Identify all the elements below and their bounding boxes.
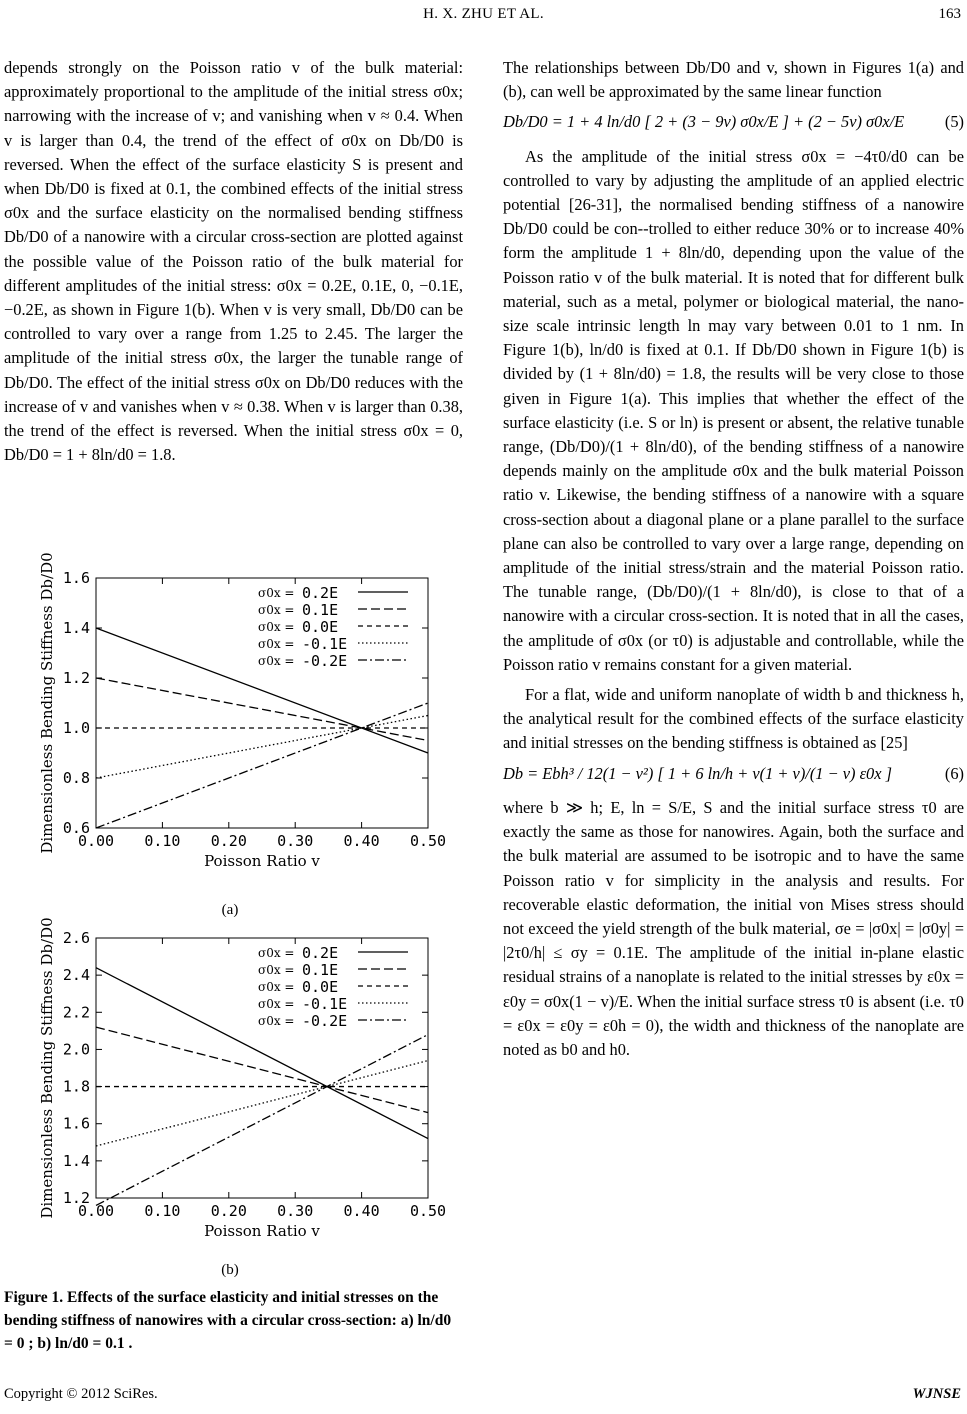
legend-label: -0.2E xyxy=(302,652,348,670)
legend-label: -0.1E xyxy=(302,635,348,653)
series-line xyxy=(96,703,428,828)
y-tick-label: 2.2 xyxy=(62,1003,90,1022)
left-paragraph-1: depends strongly on the Poisson ratio v of the bulk material: approximately proportional to the amplitude of the initial stress σ0x; narrowing with the increase of v; and vanishing when v ≈ 0.4. When v is larger than 0.4, the trend of the effect of σ0x on Db/D0 is reversed. When the effect of the surface elasticity S is present and when Db/D0 is fixed at 0.1, the combined effects of the initial stress σ0x and the surface elasticity on the normalised bending stiffness Db/D0 of a nanowire with a circular cross-section are plotted against the possible value of the Poisson ratio of the bulk material for different amplitudes of the initial stress: σ0x = 0.2E, 0.1E, 0, −0.1E, −0.2E, as shown in Figure 1(b). When v is very small, Db/D0 can be controlled to vary over a range from 1.25 to 2.45. The larger the amplitude of the initial stress σ0x, the larger the tunable range of Db/D0. The effect of the initial stress σ0x on Db/D0 reduces with the increase of v and vanishes when v ≈ 0.38. When v is larger than 0.38, the trend of the effect is reversed. When the initial stress σ0x = 0, Db/D0 = 1 + 8ln/d0 = 1.8. xyxy=(4,58,463,465)
legend-symbol: σ0x = xyxy=(258,1014,295,1028)
x-tick-label: 0.50 xyxy=(409,832,447,850)
y-tick-label: 0.8 xyxy=(62,769,90,787)
page-number: 163 xyxy=(938,6,961,22)
legend-label: 0.2E xyxy=(302,584,339,602)
x-tick-label: 0.10 xyxy=(144,832,181,850)
equation-6-number: (6) xyxy=(944,763,964,783)
y-tick-label: 2.6 xyxy=(62,929,90,947)
legend-symbol: σ0x = xyxy=(258,637,295,651)
x-tick-label: 0.40 xyxy=(343,832,380,850)
y-tick-label: 1.4 xyxy=(62,619,90,637)
legend-symbol: σ0x = xyxy=(258,963,295,977)
x-tick-label: 0.10 xyxy=(144,1202,181,1220)
legend-label: -0.1E xyxy=(302,995,348,1013)
series-line xyxy=(96,678,428,741)
series-line xyxy=(96,1061,428,1146)
right-paragraph-1: The relationships between Db/D0 and v, shown in Figures 1(a) and (b), can well be approximated by the same linear function xyxy=(503,58,964,102)
y-tick-label: 1.4 xyxy=(62,1151,90,1170)
equation-5-body: Db/D0 = 1 + 4 ln/d0 [ 2 + (3 − 9v) σ0x/E ] + (2 − 5v) σ0x/E xyxy=(503,112,905,132)
equation-6 xyxy=(503,762,964,786)
equation-6-body: Db = Ebh³ / 12(1 − v²) [ 1 + 6 ln/h + v(1 + v)/(1 − v) ε0x ] xyxy=(503,763,892,783)
y-tick-label: 2.4 xyxy=(62,966,90,985)
series-line xyxy=(96,1027,428,1112)
series-line xyxy=(96,1035,428,1206)
right-paragraph-2: As the amplitude of the initial stress σ0x = −4τ0/d0 can be controlled to vary by adjusting the amplitude of an applied electric potential [26-31], the normalised bending stiffness of a nanowire Db/D0 could be con--trolled to either reduce 30% or to increase 40% form the amplitude 1 + 8ln/d0, depending upon the value of the Poisson ratio v of the bulk material. It is noted that for different bulk material, such as a metal, polymer or biological material, the nano-size scale intrinsic length ln may vary between 0.01 to 1 nm. In Figure 1(b), ln/d0 is fixed at 0.1. If Db/D0 shown in Figure 1(b) is divided by (1 + 8ln/d0) = 1.8, the results will be very close to those given in Figure 1(a). This implies that whether the effect of the surface elasticity (i.e. S or ln) is present or absent, the relative tunable range, (Db/D0)/(1 + 8ln/d0), of the bending stiffness of a nanowire depends mainly on the amplitude σ0x and the bulk material Poisson ratio v. Likewise, the bending stiffness of a nanowire with a square cross-section about a diagonal plane or a plane parallel to the surface plane can also be controlled to vary over a large range, depending on amplitude of the initial stress/strain and the material Poisson ratio. The tunable range, (Db/D0)/(1 + 8ln/d0), is close to that of a nanowire with a circular cross-section. It is noted that in all the cases, the amplitude of σ0x (or τ0) is adjustable and controllable, while the Poisson ratio v remains constant for a given material. xyxy=(503,146,964,674)
y-tick-label: 1.8 xyxy=(62,1077,90,1096)
legend-label: 0.0E xyxy=(302,978,339,996)
y-tick-label: 1.2 xyxy=(62,669,90,687)
legend-symbol: σ0x = xyxy=(258,997,295,1011)
x-tick-label: 0.40 xyxy=(343,1202,380,1220)
y-tick-label: 1.2 xyxy=(62,1189,90,1207)
legend-symbol: σ0x = xyxy=(258,620,295,634)
left-column xyxy=(4,56,463,473)
legend-label: 0.2E xyxy=(302,944,339,962)
journal-abbrev: WJNSE xyxy=(912,1386,961,1402)
y-tick-label: 2.0 xyxy=(62,1040,90,1059)
x-axis-label: Poisson Ratio v xyxy=(204,1222,320,1240)
right-column xyxy=(503,56,964,1068)
x-tick-label: 0.20 xyxy=(210,1202,247,1220)
x-tick-label: 0.50 xyxy=(409,1202,447,1220)
legend-label: 0.1E xyxy=(302,961,339,979)
figure-1b-label: (b) xyxy=(221,1262,239,1278)
equation-5 xyxy=(503,110,964,134)
figure-1b-chart xyxy=(36,917,447,1258)
x-tick-label: 0.00 xyxy=(77,1202,115,1220)
x-tick-label: 0.30 xyxy=(277,832,314,850)
legend-label: -0.2E xyxy=(302,1012,348,1030)
y-tick-label: 1.0 xyxy=(62,719,90,737)
x-tick-label: 0.20 xyxy=(210,832,247,850)
legend-label: 0.0E xyxy=(302,618,339,636)
y-axis-label: Dimensionless Bending Stiffness Db/D0 xyxy=(38,917,56,1219)
copyright-notice: Copyright © 2012 SciRes. xyxy=(4,1386,158,1402)
right-paragraph-4: where b ≫ h; E, ln = S/E, S and the initial surface stress τ0 are exactly the same as those for nanowires. Again, both the surface and the bulk material are assumed to be isotropic and to have the same Poisson ratio v for simplicity in the analysis and results. For recoverable elastic deformation, the initial von Mises stress should not exceed the yield strength of the bulk material, σe = |σ0x| = |σ0y| = |2τ0/h| ≤ σy = 0.1E. The amplitude of the initial in-plane elastic residual strains of a nanoplate is related to the initial stresses by ε0x = ε0y = σ0x(1 − v)/E. When the initial surface stress τ0 is absent (i.e. τ0 = ε0x = ε0y = ε0h = 0), the width and thickness of the nanoplate are noted as b0 and h0. xyxy=(503,797,964,1059)
legend-symbol: σ0x = xyxy=(258,586,295,600)
legend-symbol: σ0x = xyxy=(258,946,295,960)
legend-label: 0.1E xyxy=(302,601,339,619)
y-axis-label: Dimensionless Bending Stiffness Db/D0 xyxy=(38,552,56,854)
running-head: H. X. ZHU ET AL. xyxy=(423,6,544,22)
right-paragraph-3: For a flat, wide and uniform nanoplate of width b and thickness h, the analytical result for the combined effects of the surface elasticity and initial stresses on the bending stiffness is obtained as [25] xyxy=(503,685,964,753)
y-tick-label: 1.6 xyxy=(62,1114,90,1133)
y-tick-label: 1.6 xyxy=(62,569,90,587)
legend-symbol: σ0x = xyxy=(258,603,295,617)
equation-5-number: (5) xyxy=(944,112,964,132)
page-header xyxy=(0,6,967,28)
figure-caption: Figure 1. Effects of the surface elasticity and initial stresses on the bending stiffness of nanowires with a circular cross-section: a) ln/d0 = 0 ; b) ln/d0 = 0.1 . xyxy=(4,1289,452,1352)
legend-symbol: σ0x = xyxy=(258,654,295,668)
figure-1a-label: (a) xyxy=(221,902,239,918)
x-axis-label: Poisson Ratio v xyxy=(204,852,320,870)
y-tick-label: 0.6 xyxy=(62,819,90,837)
figure-1a-chart xyxy=(36,552,447,888)
legend-symbol: σ0x = xyxy=(258,980,295,994)
series-line xyxy=(96,716,428,779)
plot-frame xyxy=(96,938,428,1198)
x-tick-label: 0.00 xyxy=(77,832,115,850)
x-tick-label: 0.30 xyxy=(277,1202,314,1220)
